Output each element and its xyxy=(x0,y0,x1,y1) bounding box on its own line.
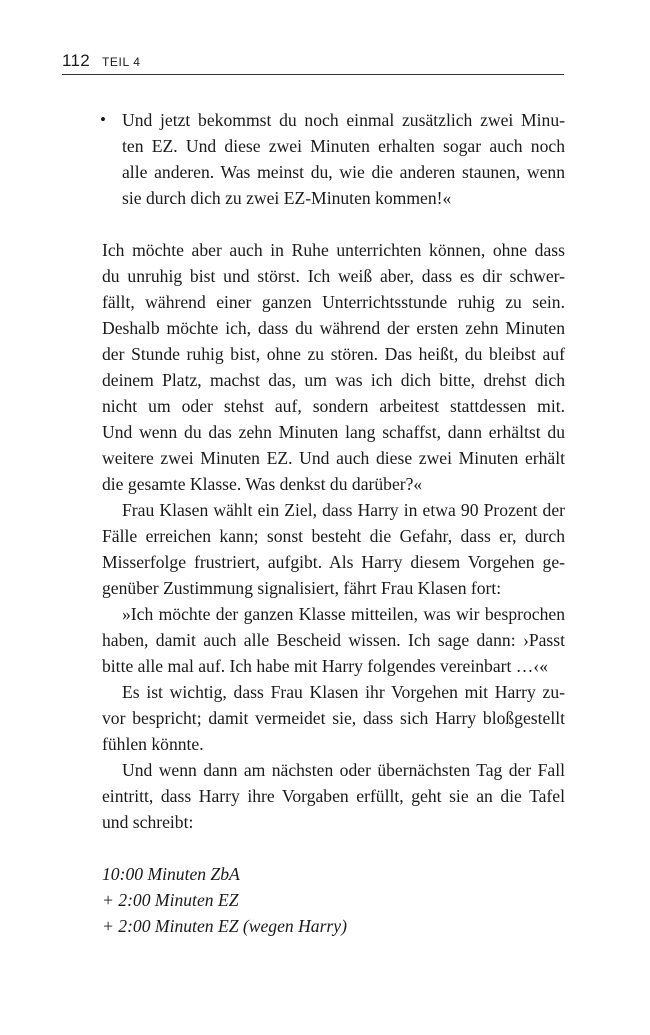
running-header xyxy=(62,52,564,75)
text-line: Es ist wichtig, dass Frau Klasen ihr Vorgehen mit Harry zu- xyxy=(122,682,565,702)
text-line: Und wenn dann am nächsten oder übernächsten Tag der Fall xyxy=(122,760,565,780)
text-line: die gesamte Klasse. Was denkst du darüber?« xyxy=(102,474,423,494)
text-line: und schreibt: xyxy=(102,812,194,832)
paragraph xyxy=(102,601,565,679)
text-line: Und wenn du das zehn Minuten lang schaffst, dann erhältst du xyxy=(102,422,565,442)
text-line: weitere zwei Minuten EZ. Und auch diese zwei Minuten erhält xyxy=(102,448,565,468)
text-line: Frau Klasen wählt ein Ziel, dass Harry in etwa 90 Prozent der xyxy=(122,500,565,520)
text-line: fühlen könnte. xyxy=(102,734,204,754)
text-line: haben, damit auch alle Bescheid wissen. Ich sage dann: ›Passt xyxy=(102,630,565,650)
text-line: eintritt, dass Harry ihre Vorgaben erfüllt, geht sie an die Tafel xyxy=(102,786,565,806)
text-line: sie durch dich zu zwei EZ-Minuten kommen!« xyxy=(122,188,452,208)
text-line: nicht um oder stehst auf, sondern arbeitest stattdessen mit. xyxy=(102,396,565,416)
blackboard-calculation xyxy=(102,861,565,939)
section-title: TEIL 4 xyxy=(102,55,141,69)
text-line: vor bespricht; damit vermeidet sie, dass sich Harry bloßgestellt xyxy=(102,708,565,728)
text-line: Ich möchte aber auch in Ruhe unterrichten können, ohne dass xyxy=(102,240,565,260)
page-number: 112 xyxy=(62,51,91,70)
text-line: Misserfolge frustriert, aufgibt. Als Harry diesem Vorgehen ge- xyxy=(102,552,565,572)
text-line: alle anderen. Was meinst du, wie die anderen staunen, wenn xyxy=(122,162,565,182)
bullet-icon: • xyxy=(100,110,106,129)
paragraph xyxy=(102,757,565,835)
text-line: genüber Zustimmung signalisiert, fährt Frau Klasen fort: xyxy=(102,578,502,598)
text-line: der Stunde ruhig bist, ohne zu stören. Das heißt, du bleibst auf xyxy=(102,344,565,364)
paragraph-gap xyxy=(102,835,565,861)
text-line: bitte alle mal auf. Ich habe mit Harry folgendes vereinbart …‹« xyxy=(102,656,549,676)
text-line: fällt, während einer ganzen Unterrichtsstunde ruhig zu sein. xyxy=(102,292,565,312)
calculation-line: + 2:00 Minuten EZ (wegen Harry) xyxy=(102,916,347,936)
paragraph-gap xyxy=(102,211,565,237)
paragraph xyxy=(102,679,565,757)
calculation-line: + 2:00 Minuten EZ xyxy=(102,890,239,910)
text-line: »Ich möchte der ganzen Klasse mitteilen, was wir besprochen xyxy=(122,604,565,624)
text-line: du unruhig bist und störst. Ich weiß aber, dass es dir schwer- xyxy=(102,266,565,286)
paragraph xyxy=(102,497,565,601)
text-line: Deshalb möchte ich, dass du während der ersten zehn Minuten xyxy=(102,318,565,338)
body-text xyxy=(102,107,565,939)
text-line: Fälle erreichen kann; sonst besteht die Gefahr, dass er, durch xyxy=(102,526,565,546)
text-line: ten EZ. Und diese zwei Minuten erhalten sogar auch noch xyxy=(122,136,565,156)
paragraph xyxy=(102,237,565,497)
bullet-item xyxy=(102,107,565,211)
text-line: deinem Platz, machst das, um was ich dich bitte, drehst dich xyxy=(102,370,565,390)
text-line: Und jetzt bekommst du noch einmal zusätzlich zwei Minu- xyxy=(122,110,565,130)
calculation-line: 10:00 Minuten ZbA xyxy=(102,864,240,884)
